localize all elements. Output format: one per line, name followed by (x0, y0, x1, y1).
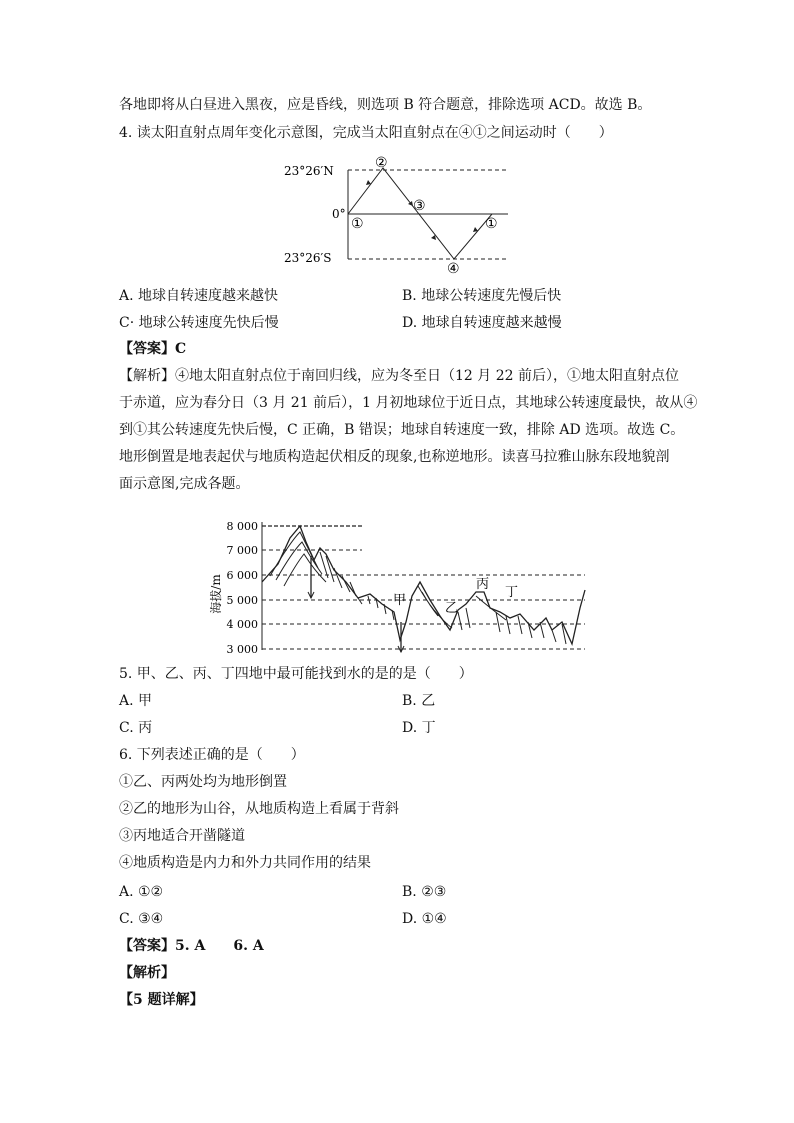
point-4-label: ④ (447, 261, 460, 276)
lat-n-label: 23°26′N (284, 164, 334, 178)
y-axis-label: 海拔/m (209, 574, 223, 614)
q6-stem: 6. 下列表述正确的是（ ） (119, 747, 305, 763)
tick-7000: 7 000 (226, 544, 258, 557)
q5-detail-heading: 【5 题详解】 (119, 992, 204, 1008)
sun-direct-point-diagram (280, 152, 520, 276)
himalaya-profile-diagram (200, 512, 592, 658)
lat-s-label: 23°26′S (284, 251, 332, 265)
q6-item-1: ①乙、丙两处均为地形倒置 (119, 774, 287, 790)
q4-analysis-1: 【解析】④地太阳直射点位于南回归线，应为冬至日（12 月 22 前后），①地太阳直射点位 (119, 368, 679, 384)
q56-answer: 【答案】5. A 6. A (119, 938, 264, 954)
point-1b-label: ① (485, 216, 498, 232)
q5-option-d: D. 丁 (402, 720, 436, 736)
hatched-strata (320, 552, 394, 620)
intro-2: 面示意图,完成各题。 (119, 476, 250, 492)
q4-stem: 4. 读太阳直射点周年变化示意图，完成当太阳直射点在④①之间运动时（ ） (119, 125, 613, 141)
q6-item-2: ②乙的地形为山谷，从地质构造上看属于背斜 (119, 801, 399, 817)
tick-4000: 4 000 (226, 618, 258, 631)
hatched-strata-right (418, 586, 566, 644)
tick-8000: 8 000 (226, 520, 258, 533)
tick-3000: 3 000 (226, 643, 258, 656)
lat-0-label: 0° (332, 207, 346, 221)
q5-option-a: A. 甲 (119, 693, 153, 709)
q4-analysis-3: 到①其公转速度先快后慢，C 正确，B 错误；地球自转速度一致，排除 AD 选项。故选 C。 (119, 422, 685, 438)
label-ding: 丁 (505, 585, 519, 600)
q6-option-d: D. ①④ (402, 911, 447, 927)
q6-option-c: C. ③④ (119, 911, 164, 927)
q3-tail-text: 各地即将从白昼进入黑夜，应是昏线，则选项 B 符合题意，排除选项 ACD。故选 B。 (119, 97, 652, 113)
label-bing: 丙 (476, 577, 490, 592)
q5-option-b: B. 乙 (402, 693, 436, 709)
point-3-label: ③ (413, 198, 426, 214)
q6-option-a: A. ①② (119, 884, 164, 900)
q6-item-3: ③丙地适合开凿隧道 (119, 828, 245, 844)
q6-item-4: ④地质构造是内力和外力共同作用的结果 (119, 855, 371, 871)
point-2-label: ② (375, 155, 388, 171)
q4-option-b: B. 地球公转速度先慢后快 (402, 288, 562, 304)
tick-5000: 5 000 (226, 594, 258, 607)
intro-1: 地形倒置是地表起伏与地质构造起伏相反的现象,也称逆地形。读喜马拉雅山脉东段地貌剖 (119, 449, 670, 465)
tick-6000: 6 000 (226, 569, 258, 582)
q5-stem: 5. 甲、乙、丙、丁四地中最可能找到水的是的是（ ） (119, 666, 473, 682)
q6-option-b: B. ②③ (402, 884, 447, 900)
q4-answer: 【答案】C (119, 341, 187, 357)
q4-analysis-2: 于赤道，应为春分日（3 月 21 前后），1 月初地球位于近日点，其地球公转速度最快，故从④ (119, 395, 698, 411)
label-yi: 乙 (445, 601, 459, 616)
label-jia: 甲 (393, 593, 407, 608)
q56-analysis-heading: 【解析】 (119, 965, 175, 981)
point-1-label: ① (351, 216, 364, 232)
fold-layers-left (270, 532, 326, 586)
q4-option-a: A. 地球自转速度越来越快 (119, 288, 279, 304)
q4-option-c: C· 地球公转速度先快后慢 (119, 315, 279, 331)
q5-option-c: C. 丙 (119, 720, 153, 736)
q4-option-d: D. 地球自转速度越来越慢 (402, 315, 562, 331)
